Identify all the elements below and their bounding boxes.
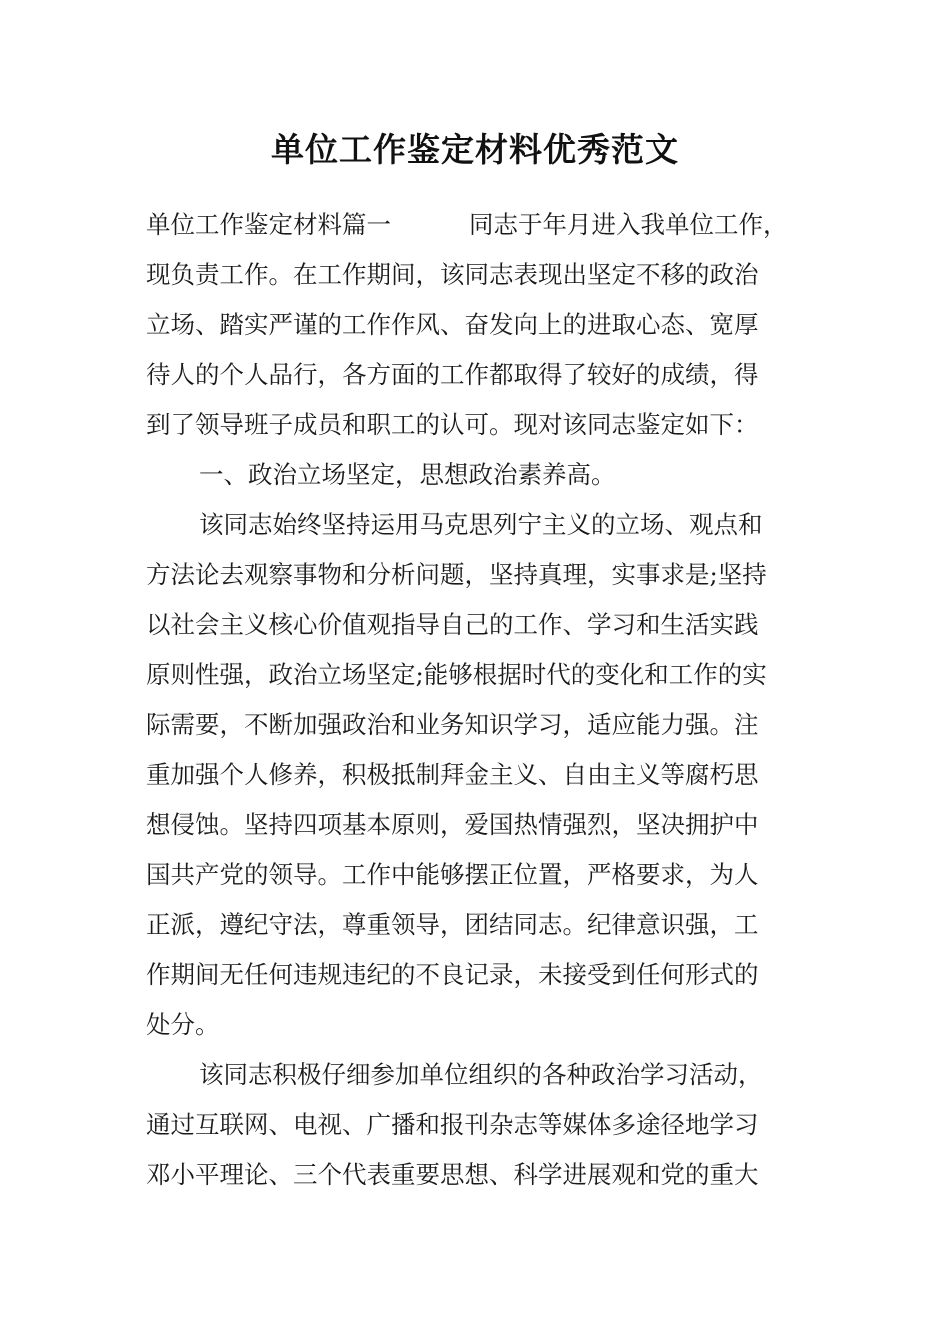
text-line: 现负责工作。在工作期间，该同志表现出坚定不移的政治	[146, 260, 759, 289]
text-line: 想侵蚀。坚持四项基本原则，爱国热情强烈，坚决拥护中	[146, 810, 759, 839]
document-body	[146, 200, 806, 1200]
text-line: 国共产党的领导。工作中能够摆正位置，严格要求，为人	[146, 860, 759, 889]
text-line: 原则性强，政治立场坚定;能够根据时代的变化和工作的实	[146, 660, 767, 689]
text-fragment: 同志于年月进入我单位工作，	[469, 210, 788, 239]
section-heading-inline: 单位工作鉴定材料篇一	[146, 210, 391, 239]
text-line	[146, 200, 806, 250]
text-line: 该同志积极仔细参加单位组织的各种政治学习活动，	[199, 1060, 763, 1089]
text-line: 际需要，不断加强政治和业务知识学习，适应能力强。注	[146, 710, 759, 739]
text-line: 作期间无任何违规违纪的不良记录，未接受到任何形式的	[146, 960, 759, 989]
text-line: 立场、踏实严谨的工作作风、奋发向上的进取心态、宽厚	[146, 310, 759, 339]
text-line: 重加强个人修养，积极抵制拜金主义、自由主义等腐朽思	[146, 760, 759, 789]
text-line: 到了领导班子成员和职工的认可。现对该同志鉴定如下：	[146, 410, 759, 439]
text-line: 该同志始终坚持运用马克思列宁主义的立场、观点和	[199, 510, 763, 539]
text-line: 邓小平理论、三个代表重要思想、科学进展观和党的重大	[146, 1160, 759, 1189]
paragraph-section-heading	[146, 450, 806, 500]
paragraph-intro	[146, 200, 806, 450]
text-line: 方法论去观察事物和分析问题，坚持真理，实事求是;坚持	[146, 560, 767, 589]
paragraph-political-stance	[146, 500, 806, 1050]
section-heading: 一、政治立场坚定，思想政治素养高。	[199, 460, 616, 489]
text-line: 通过互联网、电视、广播和报刊杂志等媒体多途径地学习	[146, 1110, 759, 1139]
text-line: 处分。	[146, 1010, 220, 1039]
document-title: 单位工作鉴定材料优秀范文	[271, 130, 679, 169]
text-line: 正派，遵纪守法，尊重领导，团结同志。纪律意识强，工	[146, 910, 759, 939]
text-line: 以社会主义核心价值观指导自己的工作、学习和生活实践	[146, 610, 759, 639]
paragraph-study-activities	[146, 1050, 806, 1200]
text-line: 待人的个人品行，各方面的工作都取得了较好的成绩，得	[146, 360, 759, 389]
